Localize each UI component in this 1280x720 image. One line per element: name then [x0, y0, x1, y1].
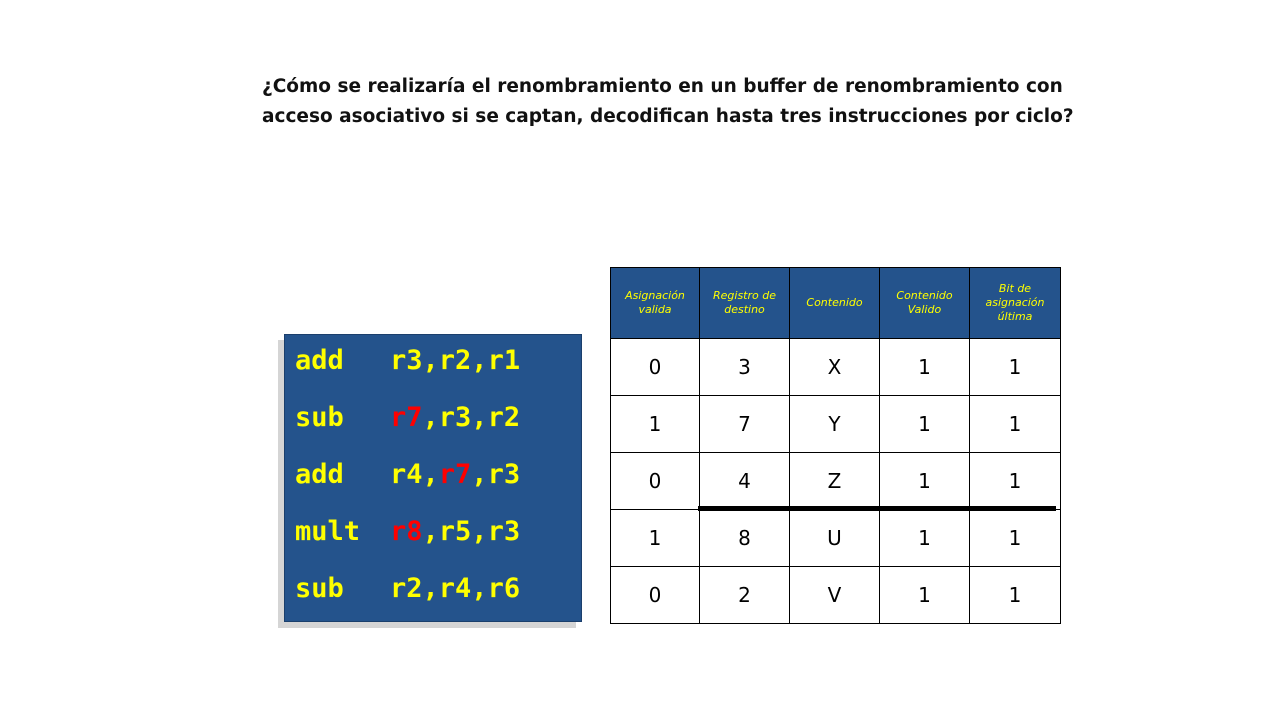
instruction-operands: r8,r5,r3 — [390, 516, 521, 547]
table-cell: 1 — [970, 396, 1061, 453]
operand-src1: r2 — [438, 345, 472, 376]
table-cell: 1 — [970, 339, 1061, 396]
header-contenido-valido: Contenido Valido — [880, 268, 970, 339]
operand-dest: r4 — [390, 459, 423, 490]
header-asignacion-valida: Asignación valida — [611, 268, 700, 339]
table-cell: 0 — [611, 453, 700, 510]
table-cell: 0 — [611, 567, 700, 624]
table-cell: 1 — [880, 453, 970, 510]
operand-dest: r3 — [390, 345, 423, 376]
table-cell: 1 — [611, 510, 700, 567]
instruction-operands: r4,r7,r3 — [390, 459, 521, 490]
operand-src1: r5 — [438, 516, 472, 547]
operand-src2: r3 — [487, 459, 521, 490]
table-cell: 1 — [880, 567, 970, 624]
header-bit-asignacion-ultima: Bit de asignación última — [970, 268, 1061, 339]
question-line-1: ¿Cómo se realizaría el renombramiento en un buffer de renombramiento con — [262, 76, 1063, 97]
table-cell: 0 — [611, 339, 700, 396]
group-divider-line — [698, 506, 1056, 511]
operand-src1: r4 — [438, 573, 472, 604]
instruction-operands: r7,r3,r2 — [390, 402, 521, 433]
operand-src2: r3 — [487, 516, 521, 547]
table-cell: 8 — [700, 510, 790, 567]
table-cell: Y — [790, 396, 880, 453]
table-cell: 1 — [880, 396, 970, 453]
instruction-opcode: sub — [295, 573, 344, 604]
instruction-operands: r3,r2,r1 — [390, 345, 521, 376]
table-row — [611, 339, 1061, 396]
table-cell: U — [790, 510, 880, 567]
operand-dest: r8 — [390, 516, 423, 547]
operand-dest: r2 — [390, 573, 423, 604]
instruction-opcode: add — [295, 459, 344, 490]
table-header-row — [611, 268, 1061, 339]
operand-src2: r1 — [487, 345, 521, 376]
table-cell: 1 — [970, 510, 1061, 567]
header-registro-destino: Registro de destino — [700, 268, 790, 339]
instruction-opcode: mult — [295, 516, 361, 547]
header-contenido: Contenido — [790, 268, 880, 339]
table-cell: 1 — [611, 396, 700, 453]
table-cell: 1 — [880, 510, 970, 567]
operand-src2: r2 — [487, 402, 521, 433]
instruction-operands: r2,r4,r6 — [390, 573, 521, 604]
operand-dest: r7 — [390, 402, 423, 433]
table-cell: Z — [790, 453, 880, 510]
table-row — [611, 567, 1061, 624]
question-text — [262, 72, 1074, 132]
table-cell: X — [790, 339, 880, 396]
table-cell: V — [790, 567, 880, 624]
operand-src2: r6 — [487, 573, 521, 604]
table-cell: 4 — [700, 453, 790, 510]
table-cell: 1 — [880, 339, 970, 396]
question-line-2: acceso asociativo si se captan, decodifican hasta tres instrucciones por ciclo? — [262, 106, 1074, 127]
table-cell: 1 — [970, 567, 1061, 624]
table-cell: 7 — [700, 396, 790, 453]
table-row — [611, 396, 1061, 453]
table-row — [611, 510, 1061, 567]
operand-src1: r3 — [438, 402, 472, 433]
table-row — [611, 453, 1061, 510]
instruction-listing — [284, 334, 582, 622]
table-cell: 3 — [700, 339, 790, 396]
instruction-opcode: add — [295, 345, 344, 376]
rename-buffer-table — [610, 267, 1061, 624]
table-cell: 2 — [700, 567, 790, 624]
table-cell: 1 — [970, 453, 1061, 510]
operand-src1: r7 — [438, 459, 472, 490]
instruction-opcode: sub — [295, 402, 344, 433]
